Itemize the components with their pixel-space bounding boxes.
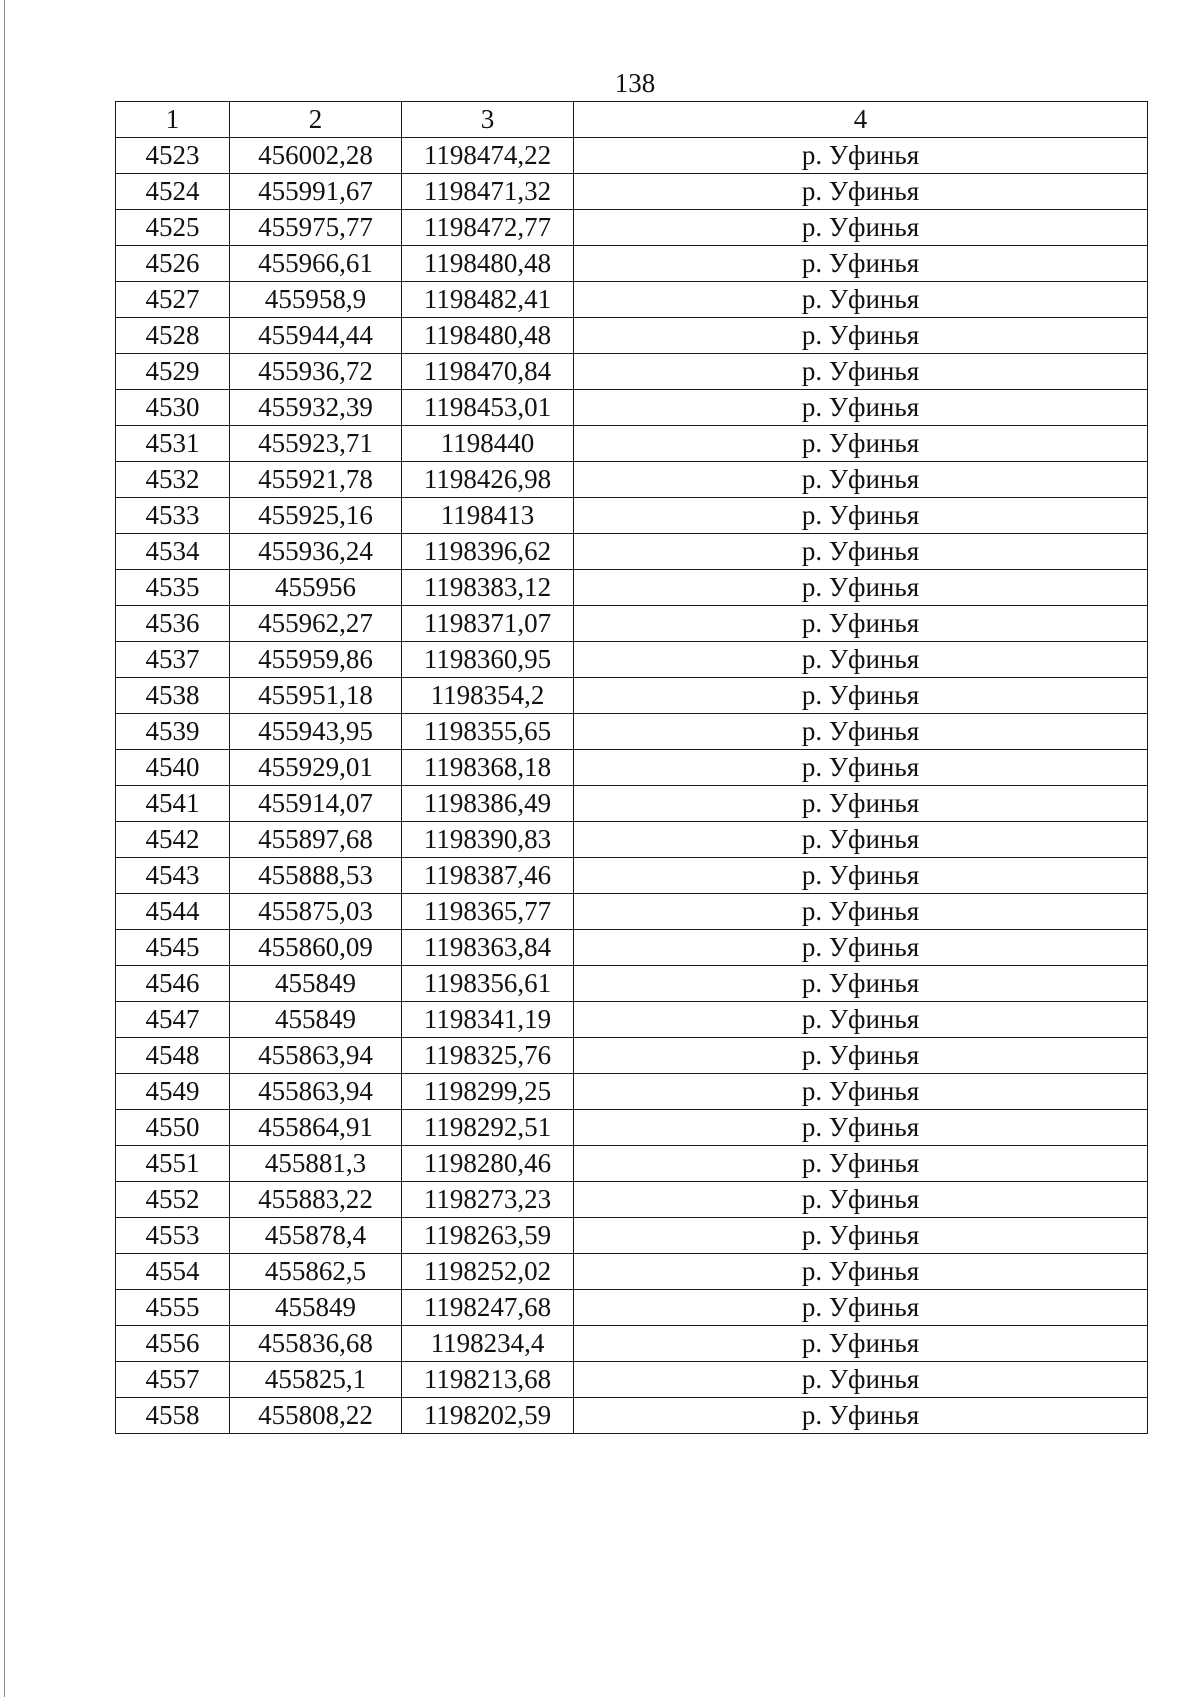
table-row [116, 498, 1148, 534]
description-cell: р. Уфинья [574, 930, 1148, 966]
x-coordinate-cell: 455991,67 [230, 174, 402, 210]
y-coordinate-cell: 1198471,32 [402, 174, 574, 210]
x-coordinate-cell: 455849 [230, 1002, 402, 1038]
point-number-cell: 4541 [116, 786, 230, 822]
x-coordinate-cell: 455923,71 [230, 426, 402, 462]
point-number-cell: 4543 [116, 858, 230, 894]
y-coordinate-cell: 1198482,41 [402, 282, 574, 318]
x-coordinate-cell: 455951,18 [230, 678, 402, 714]
table-row [116, 174, 1148, 210]
table-row [116, 138, 1148, 174]
point-number-cell: 4557 [116, 1362, 230, 1398]
y-coordinate-cell: 1198387,46 [402, 858, 574, 894]
table-row [116, 858, 1148, 894]
x-coordinate-cell: 455932,39 [230, 390, 402, 426]
table-row [116, 966, 1148, 1002]
description-cell: р. Уфинья [574, 282, 1148, 318]
y-coordinate-cell: 1198383,12 [402, 570, 574, 606]
scan-edge-line [4, 0, 5, 1697]
x-coordinate-cell: 455860,09 [230, 930, 402, 966]
point-number-cell: 4548 [116, 1038, 230, 1074]
description-cell: р. Уфинья [574, 786, 1148, 822]
x-coordinate-cell: 455888,53 [230, 858, 402, 894]
point-number-cell: 4551 [116, 1146, 230, 1182]
y-coordinate-cell: 1198355,65 [402, 714, 574, 750]
table-row [116, 1002, 1148, 1038]
y-coordinate-cell: 1198213,68 [402, 1362, 574, 1398]
table-row [116, 426, 1148, 462]
description-cell: р. Уфинья [574, 138, 1148, 174]
y-coordinate-cell: 1198202,59 [402, 1398, 574, 1434]
point-number-cell: 4528 [116, 318, 230, 354]
table-row [116, 642, 1148, 678]
x-coordinate-cell: 455883,22 [230, 1182, 402, 1218]
x-coordinate-cell: 455921,78 [230, 462, 402, 498]
point-number-cell: 4536 [116, 606, 230, 642]
table-row [116, 246, 1148, 282]
column-header: 2 [230, 102, 402, 138]
y-coordinate-cell: 1198234,4 [402, 1326, 574, 1362]
y-coordinate-cell: 1198390,83 [402, 822, 574, 858]
point-number-cell: 4550 [116, 1110, 230, 1146]
description-cell: р. Уфинья [574, 1362, 1148, 1398]
description-cell: р. Уфинья [574, 246, 1148, 282]
table-row [116, 1146, 1148, 1182]
y-coordinate-cell: 1198474,22 [402, 138, 574, 174]
table-row [116, 1074, 1148, 1110]
column-header: 1 [116, 102, 230, 138]
y-coordinate-cell: 1198386,49 [402, 786, 574, 822]
table-row [116, 1254, 1148, 1290]
x-coordinate-cell: 455914,07 [230, 786, 402, 822]
description-cell: р. Уфинья [574, 1290, 1148, 1326]
x-coordinate-cell: 455849 [230, 966, 402, 1002]
table-row [116, 1218, 1148, 1254]
description-cell: р. Уфинья [574, 642, 1148, 678]
description-cell: р. Уфинья [574, 678, 1148, 714]
x-coordinate-cell: 455836,68 [230, 1326, 402, 1362]
point-number-cell: 4549 [116, 1074, 230, 1110]
x-coordinate-cell: 456002,28 [230, 138, 402, 174]
table-row [116, 786, 1148, 822]
point-number-cell: 4533 [116, 498, 230, 534]
point-number-cell: 4555 [116, 1290, 230, 1326]
description-cell: р. Уфинья [574, 1326, 1148, 1362]
description-cell: р. Уфинья [574, 858, 1148, 894]
y-coordinate-cell: 1198480,48 [402, 318, 574, 354]
point-number-cell: 4535 [116, 570, 230, 606]
point-number-cell: 4524 [116, 174, 230, 210]
x-coordinate-cell: 455862,5 [230, 1254, 402, 1290]
x-coordinate-cell: 455864,91 [230, 1110, 402, 1146]
description-cell: р. Уфинья [574, 750, 1148, 786]
point-number-cell: 4537 [116, 642, 230, 678]
description-cell: р. Уфинья [574, 1182, 1148, 1218]
y-coordinate-cell: 1198299,25 [402, 1074, 574, 1110]
y-coordinate-cell: 1198371,07 [402, 606, 574, 642]
point-number-cell: 4544 [116, 894, 230, 930]
point-number-cell: 4523 [116, 138, 230, 174]
table-row [116, 570, 1148, 606]
x-coordinate-cell: 455975,77 [230, 210, 402, 246]
y-coordinate-cell: 1198440 [402, 426, 574, 462]
description-cell: р. Уфинья [574, 390, 1148, 426]
x-coordinate-cell: 455849 [230, 1290, 402, 1326]
x-coordinate-cell: 455825,1 [230, 1362, 402, 1398]
description-cell: р. Уфинья [574, 714, 1148, 750]
y-coordinate-cell: 1198280,46 [402, 1146, 574, 1182]
y-coordinate-cell: 1198356,61 [402, 966, 574, 1002]
description-cell: р. Уфинья [574, 174, 1148, 210]
table-row [116, 822, 1148, 858]
description-cell: р. Уфинья [574, 606, 1148, 642]
table-row [116, 534, 1148, 570]
coordinates-table [115, 101, 1148, 1434]
x-coordinate-cell: 455925,16 [230, 498, 402, 534]
y-coordinate-cell: 1198368,18 [402, 750, 574, 786]
description-cell: р. Уфинья [574, 1254, 1148, 1290]
y-coordinate-cell: 1198354,2 [402, 678, 574, 714]
y-coordinate-cell: 1198426,98 [402, 462, 574, 498]
description-cell: р. Уфинья [574, 1110, 1148, 1146]
table-row [116, 606, 1148, 642]
point-number-cell: 4540 [116, 750, 230, 786]
x-coordinate-cell: 455936,24 [230, 534, 402, 570]
table-row [116, 390, 1148, 426]
table-row [116, 1290, 1148, 1326]
table-row [116, 1110, 1148, 1146]
point-number-cell: 4552 [116, 1182, 230, 1218]
x-coordinate-cell: 455936,72 [230, 354, 402, 390]
y-coordinate-cell: 1198263,59 [402, 1218, 574, 1254]
point-number-cell: 4554 [116, 1254, 230, 1290]
y-coordinate-cell: 1198453,01 [402, 390, 574, 426]
column-header: 3 [402, 102, 574, 138]
x-coordinate-cell: 455962,27 [230, 606, 402, 642]
x-coordinate-cell: 455959,86 [230, 642, 402, 678]
description-cell: р. Уфинья [574, 318, 1148, 354]
x-coordinate-cell: 455875,03 [230, 894, 402, 930]
description-cell: р. Уфинья [574, 498, 1148, 534]
y-coordinate-cell: 1198413 [402, 498, 574, 534]
x-coordinate-cell: 455808,22 [230, 1398, 402, 1434]
page-number: 138 [614, 68, 656, 98]
y-coordinate-cell: 1198292,51 [402, 1110, 574, 1146]
y-coordinate-cell: 1198363,84 [402, 930, 574, 966]
y-coordinate-cell: 1198252,02 [402, 1254, 574, 1290]
point-number-cell: 4542 [116, 822, 230, 858]
table-row [116, 462, 1148, 498]
description-cell: р. Уфинья [574, 1146, 1148, 1182]
x-coordinate-cell: 455943,95 [230, 714, 402, 750]
point-number-cell: 4545 [116, 930, 230, 966]
x-coordinate-cell: 455966,61 [230, 246, 402, 282]
y-coordinate-cell: 1198480,48 [402, 246, 574, 282]
description-cell: р. Уфинья [574, 1002, 1148, 1038]
table-row [116, 282, 1148, 318]
point-number-cell: 4553 [116, 1218, 230, 1254]
y-coordinate-cell: 1198365,77 [402, 894, 574, 930]
description-cell: р. Уфинья [574, 534, 1148, 570]
point-number-cell: 4546 [116, 966, 230, 1002]
x-coordinate-cell: 455897,68 [230, 822, 402, 858]
point-number-cell: 4534 [116, 534, 230, 570]
point-number-cell: 4538 [116, 678, 230, 714]
table-row [116, 1326, 1148, 1362]
point-number-cell: 4558 [116, 1398, 230, 1434]
y-coordinate-cell: 1198360,95 [402, 642, 574, 678]
point-number-cell: 4529 [116, 354, 230, 390]
point-number-cell: 4539 [116, 714, 230, 750]
description-cell: р. Уфинья [574, 426, 1148, 462]
y-coordinate-cell: 1198470,84 [402, 354, 574, 390]
table-row [116, 210, 1148, 246]
table-row [116, 1182, 1148, 1218]
table-row [116, 354, 1148, 390]
description-cell: р. Уфинья [574, 894, 1148, 930]
column-header: 4 [574, 102, 1148, 138]
table-body [116, 102, 1148, 1434]
table-row [116, 750, 1148, 786]
y-coordinate-cell: 1198341,19 [402, 1002, 574, 1038]
point-number-cell: 4527 [116, 282, 230, 318]
table-row [116, 1362, 1148, 1398]
point-number-cell: 4556 [116, 1326, 230, 1362]
table-row [116, 318, 1148, 354]
x-coordinate-cell: 455863,94 [230, 1074, 402, 1110]
x-coordinate-cell: 455878,4 [230, 1218, 402, 1254]
x-coordinate-cell: 455881,3 [230, 1146, 402, 1182]
y-coordinate-cell: 1198325,76 [402, 1038, 574, 1074]
description-cell: р. Уфинья [574, 570, 1148, 606]
x-coordinate-cell: 455929,01 [230, 750, 402, 786]
point-number-cell: 4526 [116, 246, 230, 282]
y-coordinate-cell: 1198273,23 [402, 1182, 574, 1218]
y-coordinate-cell: 1198472,77 [402, 210, 574, 246]
point-number-cell: 4531 [116, 426, 230, 462]
table-row [116, 678, 1148, 714]
description-cell: р. Уфинья [574, 822, 1148, 858]
description-cell: р. Уфинья [574, 1074, 1148, 1110]
table-row [116, 894, 1148, 930]
description-cell: р. Уфинья [574, 210, 1148, 246]
x-coordinate-cell: 455944,44 [230, 318, 402, 354]
point-number-cell: 4530 [116, 390, 230, 426]
table-row [116, 1038, 1148, 1074]
table-header-row [116, 102, 1148, 138]
table-row [116, 714, 1148, 750]
y-coordinate-cell: 1198247,68 [402, 1290, 574, 1326]
x-coordinate-cell: 455958,9 [230, 282, 402, 318]
point-number-cell: 4547 [116, 1002, 230, 1038]
point-number-cell: 4532 [116, 462, 230, 498]
x-coordinate-cell: 455956 [230, 570, 402, 606]
table-row [116, 930, 1148, 966]
description-cell: р. Уфинья [574, 1218, 1148, 1254]
description-cell: р. Уфинья [574, 966, 1148, 1002]
x-coordinate-cell: 455863,94 [230, 1038, 402, 1074]
point-number-cell: 4525 [116, 210, 230, 246]
y-coordinate-cell: 1198396,62 [402, 534, 574, 570]
table-row [116, 1398, 1148, 1434]
description-cell: р. Уфинья [574, 1038, 1148, 1074]
description-cell: р. Уфинья [574, 1398, 1148, 1434]
description-cell: р. Уфинья [574, 354, 1148, 390]
description-cell: р. Уфинья [574, 462, 1148, 498]
